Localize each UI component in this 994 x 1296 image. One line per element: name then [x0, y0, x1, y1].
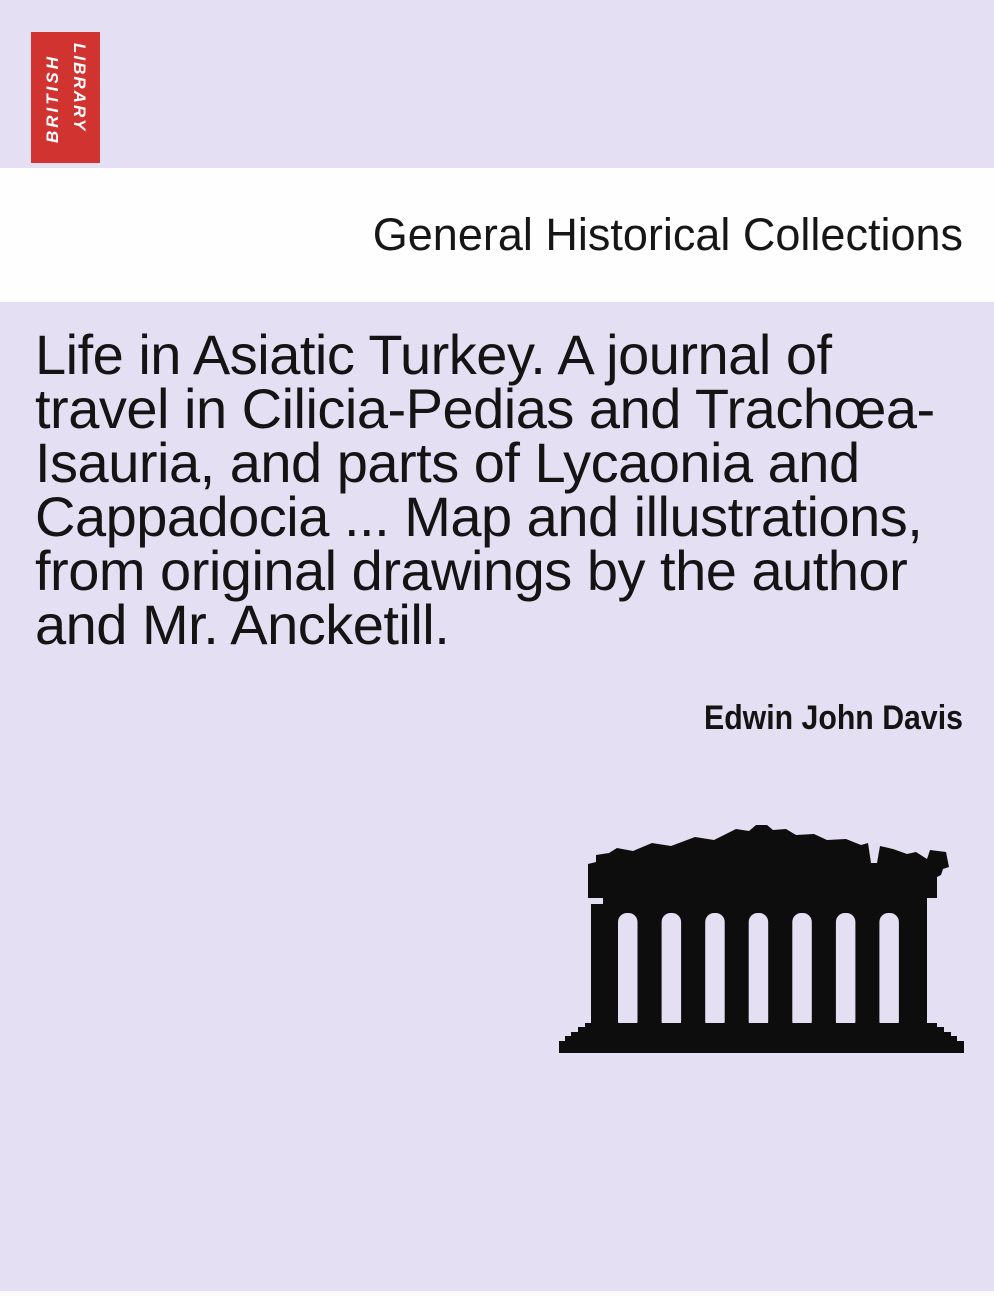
collection-title: General Historical Collections — [372, 209, 963, 260]
collection-banner — [0, 168, 994, 302]
author-name: Edwin John Davis — [704, 699, 963, 737]
logo-library-label: LIBRARY — [70, 43, 89, 133]
logo-british-label: BRITISH — [43, 54, 62, 143]
title-line-6: and Mr. Ancketill. — [35, 593, 450, 656]
greek-temple-icon — [555, 818, 968, 1058]
title-line-3: Isauria, and parts of Lycaonia and — [35, 431, 860, 494]
title-line-5: from original drawings by the author — [35, 539, 908, 602]
title-line-4: Cappadocia ... Map and illustrations, — [35, 485, 923, 548]
title-line-1: Life in Asiatic Turkey. A journal of — [35, 323, 832, 386]
page-bottom-edge — [0, 1291, 994, 1296]
book-title — [35, 323, 975, 656]
title-line-2: travel in Cilicia-Pedias and Trachœa- — [35, 377, 935, 440]
british-library-logo — [31, 32, 100, 163]
